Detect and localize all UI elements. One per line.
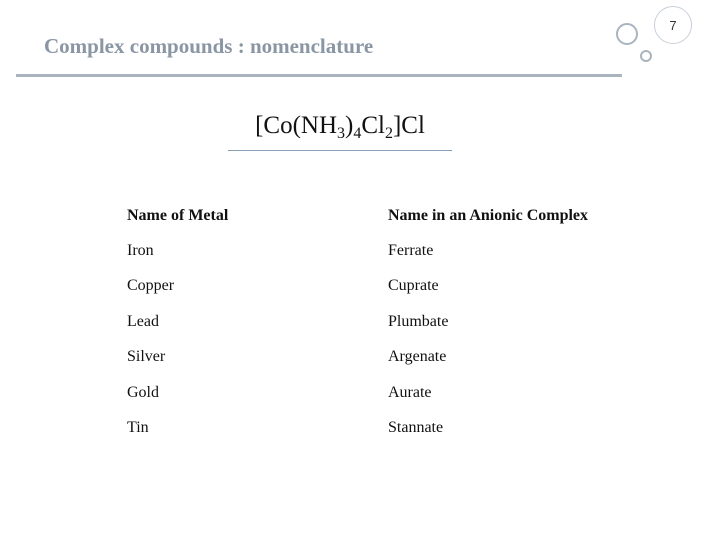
title-underline xyxy=(16,74,622,77)
metal-name-cell: Iron xyxy=(127,242,154,260)
decorative-circle-small xyxy=(640,50,652,62)
decorative-circle-large xyxy=(616,23,638,45)
table-row xyxy=(127,304,647,339)
column-header-anionic-name: Name in an Anionic Complex xyxy=(388,206,589,224)
formula-underline xyxy=(228,150,452,151)
formula-subscript: 4 xyxy=(353,125,362,142)
column-header-metal: Name of Metal xyxy=(127,206,229,224)
table-header-row xyxy=(127,198,647,233)
formula-part: ]Cl xyxy=(392,112,425,139)
metal-name-table xyxy=(127,198,647,446)
metal-name-cell: Gold xyxy=(127,383,159,401)
anionic-name-cell: Plumbate xyxy=(388,312,449,330)
chemical-formula xyxy=(228,112,452,140)
table-row xyxy=(127,269,647,304)
anionic-name-cell: Argenate xyxy=(388,348,447,366)
page-number: 7 xyxy=(669,17,677,33)
table-row xyxy=(127,233,647,268)
table-row xyxy=(127,375,647,410)
anionic-name-cell: Stannate xyxy=(388,419,444,437)
formula-part: Cl xyxy=(361,112,385,139)
metal-name-cell: Copper xyxy=(127,277,175,295)
table-row xyxy=(127,340,647,375)
metal-name-cell: Lead xyxy=(127,312,159,330)
table-row xyxy=(127,410,647,445)
page-number-badge xyxy=(654,6,692,44)
metal-name-cell: Silver xyxy=(127,348,166,366)
formula-part: [Co(NH xyxy=(255,112,338,139)
anionic-name-cell: Ferrate xyxy=(388,242,434,260)
anionic-name-cell: Aurate xyxy=(388,383,432,401)
formula-part: ) xyxy=(345,112,354,139)
slide-title: Complex compounds : nomenclature xyxy=(44,34,374,58)
anionic-name-cell: Cuprate xyxy=(388,277,439,295)
metal-name-cell: Tin xyxy=(127,419,149,437)
formula-subscript: 2 xyxy=(384,125,393,142)
formula-subscript: 3 xyxy=(337,125,346,142)
